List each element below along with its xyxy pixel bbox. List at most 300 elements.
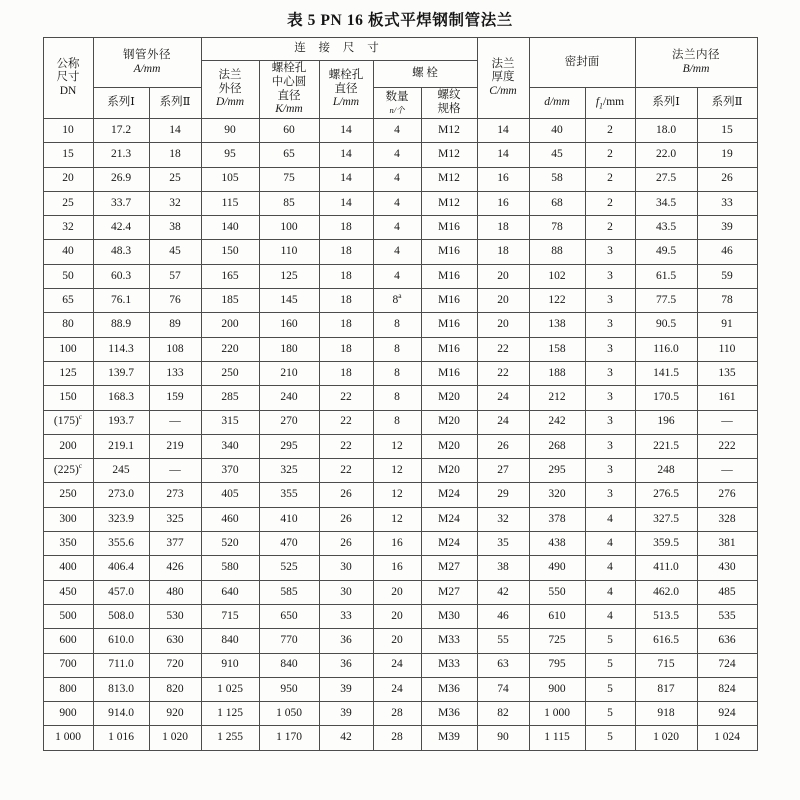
cell-bolt-hole: 14 <box>319 119 373 143</box>
cell-bolt-thread: M16 <box>421 264 477 288</box>
cell-flange-id-series2: 485 <box>697 580 757 604</box>
cell-bolt-circle: 85 <box>259 191 319 215</box>
cell-bolt-hole: 36 <box>319 629 373 653</box>
cell-flange-od: 185 <box>201 289 259 313</box>
table-row <box>43 556 757 580</box>
cell-pipe-od-series2: 273 <box>149 483 201 507</box>
cell-sealing-d: 378 <box>529 507 585 531</box>
cell-bolt-count: 28 <box>373 702 421 726</box>
header-bolt-hole-line2: 直径 <box>334 82 358 95</box>
cell-flange-id-series2: 59 <box>697 264 757 288</box>
cell-flange-id-series2: 46 <box>697 240 757 264</box>
cell-sealing-f1: 2 <box>585 216 635 240</box>
header-bolt-hole-line1: 螺栓孔 <box>328 69 364 82</box>
cell-flange-id-series1: 616.5 <box>635 629 697 653</box>
cell-flange-od: 1 255 <box>201 726 259 750</box>
cell-flange-id-series1: 327.5 <box>635 507 697 531</box>
cell-flange-od: 285 <box>201 386 259 410</box>
cell-pipe-od-series2: 325 <box>149 507 201 531</box>
cell-sealing-f1: 4 <box>585 556 635 580</box>
cell-flange-id-series1: 49.5 <box>635 240 697 264</box>
cell-pipe-od-series1: 813.0 <box>93 677 149 701</box>
cell-dn: 500 <box>43 604 93 628</box>
cell-sealing-d: 102 <box>529 264 585 288</box>
table-row <box>43 361 757 385</box>
cell-flange-thickness: 22 <box>477 361 529 385</box>
cell-pipe-od-series2: 377 <box>149 532 201 556</box>
cell-flange-id-series2: 381 <box>697 532 757 556</box>
cell-flange-id-series1: 170.5 <box>635 386 697 410</box>
header-sealing-f1: $f_1/mm$ <box>585 88 635 119</box>
cell-bolt-hole: 36 <box>319 653 373 677</box>
table-row <box>43 507 757 531</box>
cell-flange-id-series1: 817 <box>635 677 697 701</box>
cell-sealing-f1: 3 <box>585 337 635 361</box>
cell-dn: $(225)^c$ <box>43 459 93 483</box>
cell-flange-id-series2: — <box>697 459 757 483</box>
header-dn <box>43 38 93 119</box>
cell-flange-od: 220 <box>201 337 259 361</box>
cell-bolt-count: 24 <box>373 653 421 677</box>
cell-pipe-od-series2: 45 <box>149 240 201 264</box>
cell-flange-thickness: 18 <box>477 216 529 240</box>
cell-bolt-thread: M16 <box>421 313 477 337</box>
cell-bolt-circle: 270 <box>259 410 319 434</box>
cell-bolt-circle: 1 050 <box>259 702 319 726</box>
header-dn-line1: 公称 <box>56 57 80 70</box>
cell-pipe-od-series2: 57 <box>149 264 201 288</box>
cell-bolt-hole: 18 <box>319 361 373 385</box>
cell-pipe-od-series1: 21.3 <box>93 143 149 167</box>
table-header <box>43 38 757 119</box>
header-dn-line3: DN <box>59 84 77 97</box>
cell-bolt-circle: 240 <box>259 386 319 410</box>
table-row <box>43 580 757 604</box>
flange-dimension-table <box>43 37 758 751</box>
cell-flange-thickness: 82 <box>477 702 529 726</box>
cell-bolt-hole: 30 <box>319 580 373 604</box>
cell-bolt-thread: M12 <box>421 119 477 143</box>
cell-flange-id-series1: 221.5 <box>635 434 697 458</box>
cell-flange-id-series1: 22.0 <box>635 143 697 167</box>
cell-bolt-hole: 18 <box>319 337 373 361</box>
cell-flange-od: 95 <box>201 143 259 167</box>
cell-pipe-od-series2: 720 <box>149 653 201 677</box>
cell-dn: 20 <box>43 167 93 191</box>
cell-sealing-d: 122 <box>529 289 585 313</box>
table-row <box>43 532 757 556</box>
cell-bolt-count: 4 <box>373 191 421 215</box>
cell-dn: 25 <box>43 191 93 215</box>
cell-bolt-count: 12 <box>373 507 421 531</box>
footnote-marker: a <box>398 291 402 301</box>
cell-pipe-od-series1: 42.4 <box>93 216 149 240</box>
table-row <box>43 264 757 288</box>
header-thickness-line1: 法兰 <box>491 57 515 70</box>
cell-pipe-od-series2: 38 <box>149 216 201 240</box>
cell-bolt-hole: 22 <box>319 434 373 458</box>
cell-sealing-d: 550 <box>529 580 585 604</box>
cell-sealing-d: 188 <box>529 361 585 385</box>
cell-bolt-count: 8 <box>373 313 421 337</box>
cell-bolt-circle: 125 <box>259 264 319 288</box>
cell-sealing-d: 1 000 <box>529 702 585 726</box>
cell-flange-id-series1: 27.5 <box>635 167 697 191</box>
cell-flange-od: 715 <box>201 604 259 628</box>
cell-pipe-od-series2: 76 <box>149 289 201 313</box>
cell-sealing-f1: 3 <box>585 361 635 385</box>
cell-bolt-hole: 14 <box>319 167 373 191</box>
cell-pipe-od-series2: 920 <box>149 702 201 726</box>
cell-sealing-f1: 2 <box>585 119 635 143</box>
cell-bolt-circle: 160 <box>259 313 319 337</box>
header-bolt-circle <box>259 61 319 119</box>
cell-flange-thickness: 38 <box>477 556 529 580</box>
cell-pipe-od-series1: 88.9 <box>93 313 149 337</box>
cell-dn: 350 <box>43 532 93 556</box>
cell-dn: 200 <box>43 434 93 458</box>
header-bolt-circle-line3: 直径 <box>277 89 301 102</box>
cell-dn: 10 <box>43 119 93 143</box>
cell-sealing-f1: 5 <box>585 726 635 750</box>
cell-bolt-circle: 325 <box>259 459 319 483</box>
cell-flange-thickness: 20 <box>477 289 529 313</box>
cell-flange-thickness: 14 <box>477 143 529 167</box>
cell-flange-id-series1: 715 <box>635 653 697 677</box>
cell-bolt-hole: 33 <box>319 604 373 628</box>
cell-flange-od: 1 125 <box>201 702 259 726</box>
header-flange-id-label: 法兰内径 <box>672 48 720 61</box>
cell-pipe-od-series2: 18 <box>149 143 201 167</box>
cell-flange-id-series2: 135 <box>697 361 757 385</box>
cell-flange-thickness: 63 <box>477 653 529 677</box>
table-row <box>43 240 757 264</box>
cell-bolt-circle: 1 170 <box>259 726 319 750</box>
header-pipe-od-label: 钢管外径 <box>123 48 171 61</box>
cell-flange-id-series2: 222 <box>697 434 757 458</box>
cell-sealing-f1: 4 <box>585 580 635 604</box>
header-bolt-hole-unit: L/mm <box>332 96 360 109</box>
cell-pipe-od-series1: 508.0 <box>93 604 149 628</box>
cell-flange-id-series1: 18.0 <box>635 119 697 143</box>
cell-flange-od: 200 <box>201 313 259 337</box>
cell-bolt-circle: 585 <box>259 580 319 604</box>
cell-flange-id-series1: 61.5 <box>635 264 697 288</box>
cell-flange-od: 315 <box>201 410 259 434</box>
cell-bolt-count: 4 <box>373 264 421 288</box>
cell-bolt-thread: M24 <box>421 532 477 556</box>
cell-sealing-d: 45 <box>529 143 585 167</box>
cell-sealing-d: 58 <box>529 167 585 191</box>
cell-flange-thickness: 90 <box>477 726 529 750</box>
cell-flange-id-series2: 276 <box>697 483 757 507</box>
cell-flange-id-series1: 359.5 <box>635 532 697 556</box>
header-bolt-count-line1: 数量 <box>385 91 409 104</box>
cell-bolt-hole: 18 <box>319 264 373 288</box>
cell-pipe-od-series1: 1 016 <box>93 726 149 750</box>
table-row <box>43 483 757 507</box>
header-bolt-circle-line1: 螺栓孔 <box>271 62 307 75</box>
cell-sealing-d: 212 <box>529 386 585 410</box>
cell-flange-id-series2: 328 <box>697 507 757 531</box>
cell-flange-od: 1 025 <box>201 677 259 701</box>
header-flange-id-unit: B/mm <box>682 62 710 75</box>
cell-sealing-d: 88 <box>529 240 585 264</box>
cell-pipe-od-series2: 630 <box>149 629 201 653</box>
header-flange-od-unit: D/mm <box>215 96 245 109</box>
cell-sealing-f1: 2 <box>585 191 635 215</box>
cell-bolt-thread: M33 <box>421 653 477 677</box>
table-row <box>43 337 757 361</box>
cell-pipe-od-series2: 480 <box>149 580 201 604</box>
cell-bolt-count: 12 <box>373 434 421 458</box>
cell-bolt-circle: 65 <box>259 143 319 167</box>
cell-bolt-count: 28 <box>373 726 421 750</box>
table-row <box>43 726 757 750</box>
cell-flange-id-series1: 90.5 <box>635 313 697 337</box>
cell-dn: $(175)^c$ <box>43 410 93 434</box>
cell-dn: 700 <box>43 653 93 677</box>
footnote-marker: c <box>78 412 83 422</box>
cell-bolt-hole: 26 <box>319 532 373 556</box>
cell-flange-id-series2: 161 <box>697 386 757 410</box>
cell-sealing-d: 438 <box>529 532 585 556</box>
table-row <box>43 119 757 143</box>
cell-flange-id-series1: 462.0 <box>635 580 697 604</box>
cell-flange-od: 405 <box>201 483 259 507</box>
cell-flange-thickness: 55 <box>477 629 529 653</box>
cell-flange-od: 140 <box>201 216 259 240</box>
cell-bolt-circle: 110 <box>259 240 319 264</box>
header-bolt-circle-unit: K/mm <box>275 103 303 116</box>
table-row <box>43 702 757 726</box>
cell-bolt-thread: M27 <box>421 580 477 604</box>
cell-sealing-d: 1 115 <box>529 726 585 750</box>
cell-sealing-d: 158 <box>529 337 585 361</box>
cell-bolt-thread: M20 <box>421 434 477 458</box>
cell-flange-thickness: 26 <box>477 434 529 458</box>
cell-dn: 300 <box>43 507 93 531</box>
cell-sealing-f1: 4 <box>585 604 635 628</box>
header-bolt-thread-line1: 螺纹 <box>437 89 461 102</box>
cell-flange-id-series2: 1 024 <box>697 726 757 750</box>
cell-flange-thickness: 35 <box>477 532 529 556</box>
cell-sealing-f1: 3 <box>585 483 635 507</box>
cell-flange-od: 250 <box>201 361 259 385</box>
cell-sealing-f1: 3 <box>585 434 635 458</box>
cell-dn: 100 <box>43 337 93 361</box>
cell-flange-id-series2: 636 <box>697 629 757 653</box>
cell-sealing-f1: 4 <box>585 507 635 531</box>
cell-flange-id-series2: 15 <box>697 119 757 143</box>
cell-pipe-od-series2: 32 <box>149 191 201 215</box>
cell-pipe-od-series1: 76.1 <box>93 289 149 313</box>
cell-pipe-od-series2: 108 <box>149 337 201 361</box>
cell-dn: 1 000 <box>43 726 93 750</box>
table-row <box>43 386 757 410</box>
cell-sealing-d: 138 <box>529 313 585 337</box>
cell-dn: 400 <box>43 556 93 580</box>
table-row <box>43 653 757 677</box>
cell-dn: 32 <box>43 216 93 240</box>
table-row <box>43 143 757 167</box>
cell-bolt-thread: M16 <box>421 337 477 361</box>
cell-flange-id-series2: 535 <box>697 604 757 628</box>
cell-bolt-hole: 22 <box>319 410 373 434</box>
cell-dn: 80 <box>43 313 93 337</box>
cell-bolt-count: 8 <box>373 337 421 361</box>
cell-bolt-count: 8 <box>373 386 421 410</box>
header-row-1 <box>43 38 757 61</box>
cell-sealing-d: 725 <box>529 629 585 653</box>
cell-sealing-f1: 3 <box>585 459 635 483</box>
cell-flange-thickness: 32 <box>477 507 529 531</box>
cell-bolt-count: 16 <box>373 556 421 580</box>
cell-dn: 250 <box>43 483 93 507</box>
cell-flange-id-series1: 43.5 <box>635 216 697 240</box>
cell-sealing-d: 610 <box>529 604 585 628</box>
cell-bolt-thread: M20 <box>421 459 477 483</box>
cell-flange-thickness: 20 <box>477 264 529 288</box>
table-row <box>43 289 757 313</box>
cell-pipe-od-series2: 530 <box>149 604 201 628</box>
header-pipe-od-unit: A/mm <box>133 62 161 75</box>
cell-bolt-hole: 30 <box>319 556 373 580</box>
cell-bolt-thread: M16 <box>421 216 477 240</box>
cell-sealing-d: 295 <box>529 459 585 483</box>
cell-pipe-od-series1: 457.0 <box>93 580 149 604</box>
cell-pipe-od-series2: 426 <box>149 556 201 580</box>
cell-sealing-d: 795 <box>529 653 585 677</box>
cell-flange-od: 460 <box>201 507 259 531</box>
cell-bolt-circle: 410 <box>259 507 319 531</box>
cell-bolt-count: 12 <box>373 483 421 507</box>
cell-sealing-f1: 5 <box>585 629 635 653</box>
header-flange-od-line2: 外径 <box>218 82 242 95</box>
header-flange-id-series2: 系列Ⅱ <box>697 88 757 119</box>
cell-bolt-count: 20 <box>373 629 421 653</box>
cell-flange-thickness: 20 <box>477 313 529 337</box>
cell-flange-id-series2: 19 <box>697 143 757 167</box>
cell-bolt-circle: 295 <box>259 434 319 458</box>
cell-bolt-count: 4 <box>373 167 421 191</box>
cell-pipe-od-series1: 168.3 <box>93 386 149 410</box>
cell-flange-od: 370 <box>201 459 259 483</box>
header-flange-id-series1: 系列Ⅰ <box>635 88 697 119</box>
cell-bolt-count: 4 <box>373 216 421 240</box>
cell-flange-od: 165 <box>201 264 259 288</box>
cell-bolt-circle: 650 <box>259 604 319 628</box>
table-body <box>43 119 757 751</box>
table-row <box>43 629 757 653</box>
cell-bolt-thread: M16 <box>421 361 477 385</box>
cell-bolt-thread: M24 <box>421 483 477 507</box>
cell-pipe-od-series2: 820 <box>149 677 201 701</box>
cell-flange-id-series2: 78 <box>697 289 757 313</box>
cell-pipe-od-series1: 245 <box>93 459 149 483</box>
cell-bolt-thread: M12 <box>421 167 477 191</box>
cell-dn: 125 <box>43 361 93 385</box>
cell-bolt-circle: 950 <box>259 677 319 701</box>
cell-flange-id-series1: 513.5 <box>635 604 697 628</box>
cell-sealing-f1: 5 <box>585 702 635 726</box>
cell-bolt-thread: M16 <box>421 240 477 264</box>
cell-flange-id-series1: 276.5 <box>635 483 697 507</box>
cell-bolt-circle: 210 <box>259 361 319 385</box>
cell-sealing-f1: 3 <box>585 289 635 313</box>
header-pipe-od-series1: 系列Ⅰ <box>93 88 149 119</box>
cell-bolt-hole: 39 <box>319 677 373 701</box>
cell-bolt-count: 4 <box>373 143 421 167</box>
cell-bolt-count: 20 <box>373 604 421 628</box>
cell-flange-id-series2: 26 <box>697 167 757 191</box>
cell-dn: 800 <box>43 677 93 701</box>
cell-flange-id-series2: 110 <box>697 337 757 361</box>
table-row <box>43 191 757 215</box>
cell-bolt-count: 16 <box>373 532 421 556</box>
cell-bolt-hole: 42 <box>319 726 373 750</box>
table-row <box>43 410 757 434</box>
table-row <box>43 167 757 191</box>
header-flange-thickness <box>477 38 529 119</box>
cell-bolt-circle: 770 <box>259 629 319 653</box>
cell-bolt-thread: M39 <box>421 726 477 750</box>
cell-bolt-circle: 60 <box>259 119 319 143</box>
header-bolt-group: 螺 栓 <box>373 61 477 88</box>
cell-dn: 65 <box>43 289 93 313</box>
cell-pipe-od-series2: 89 <box>149 313 201 337</box>
cell-dn: 40 <box>43 240 93 264</box>
cell-flange-od: 580 <box>201 556 259 580</box>
cell-flange-id-series2: 924 <box>697 702 757 726</box>
cell-sealing-f1: 5 <box>585 653 635 677</box>
header-thickness-unit: C/mm <box>489 84 517 97</box>
cell-pipe-od-series1: 33.7 <box>93 191 149 215</box>
cell-bolt-hole: 14 <box>319 191 373 215</box>
cell-flange-od: 520 <box>201 532 259 556</box>
cell-pipe-od-series1: 60.3 <box>93 264 149 288</box>
table-row <box>43 434 757 458</box>
cell-flange-thickness: 42 <box>477 580 529 604</box>
cell-flange-id-series2: 724 <box>697 653 757 677</box>
header-sealing-d: d/mm <box>529 88 585 119</box>
cell-pipe-od-series1: 711.0 <box>93 653 149 677</box>
cell-pipe-od-series2: 133 <box>149 361 201 385</box>
table-row <box>43 459 757 483</box>
cell-bolt-hole: 22 <box>319 386 373 410</box>
cell-pipe-od-series1: 114.3 <box>93 337 149 361</box>
cell-bolt-hole: 39 <box>319 702 373 726</box>
cell-sealing-f1: 2 <box>585 167 635 191</box>
cell-flange-od: 90 <box>201 119 259 143</box>
table-row <box>43 677 757 701</box>
cell-flange-thickness: 16 <box>477 167 529 191</box>
cell-bolt-count: 4 <box>373 119 421 143</box>
cell-flange-od: 340 <box>201 434 259 458</box>
cell-pipe-od-series1: 323.9 <box>93 507 149 531</box>
cell-pipe-od-series1: 193.7 <box>93 410 149 434</box>
cell-bolt-count: 8 <box>373 410 421 434</box>
cell-dn: 900 <box>43 702 93 726</box>
cell-sealing-d: 68 <box>529 191 585 215</box>
cell-bolt-thread: M20 <box>421 410 477 434</box>
cell-bolt-thread: M12 <box>421 143 477 167</box>
cell-flange-od: 910 <box>201 653 259 677</box>
cell-bolt-thread: M24 <box>421 507 477 531</box>
footnote-marker: c <box>78 461 83 471</box>
cell-bolt-thread: M20 <box>421 386 477 410</box>
cell-flange-id-series2: 824 <box>697 677 757 701</box>
